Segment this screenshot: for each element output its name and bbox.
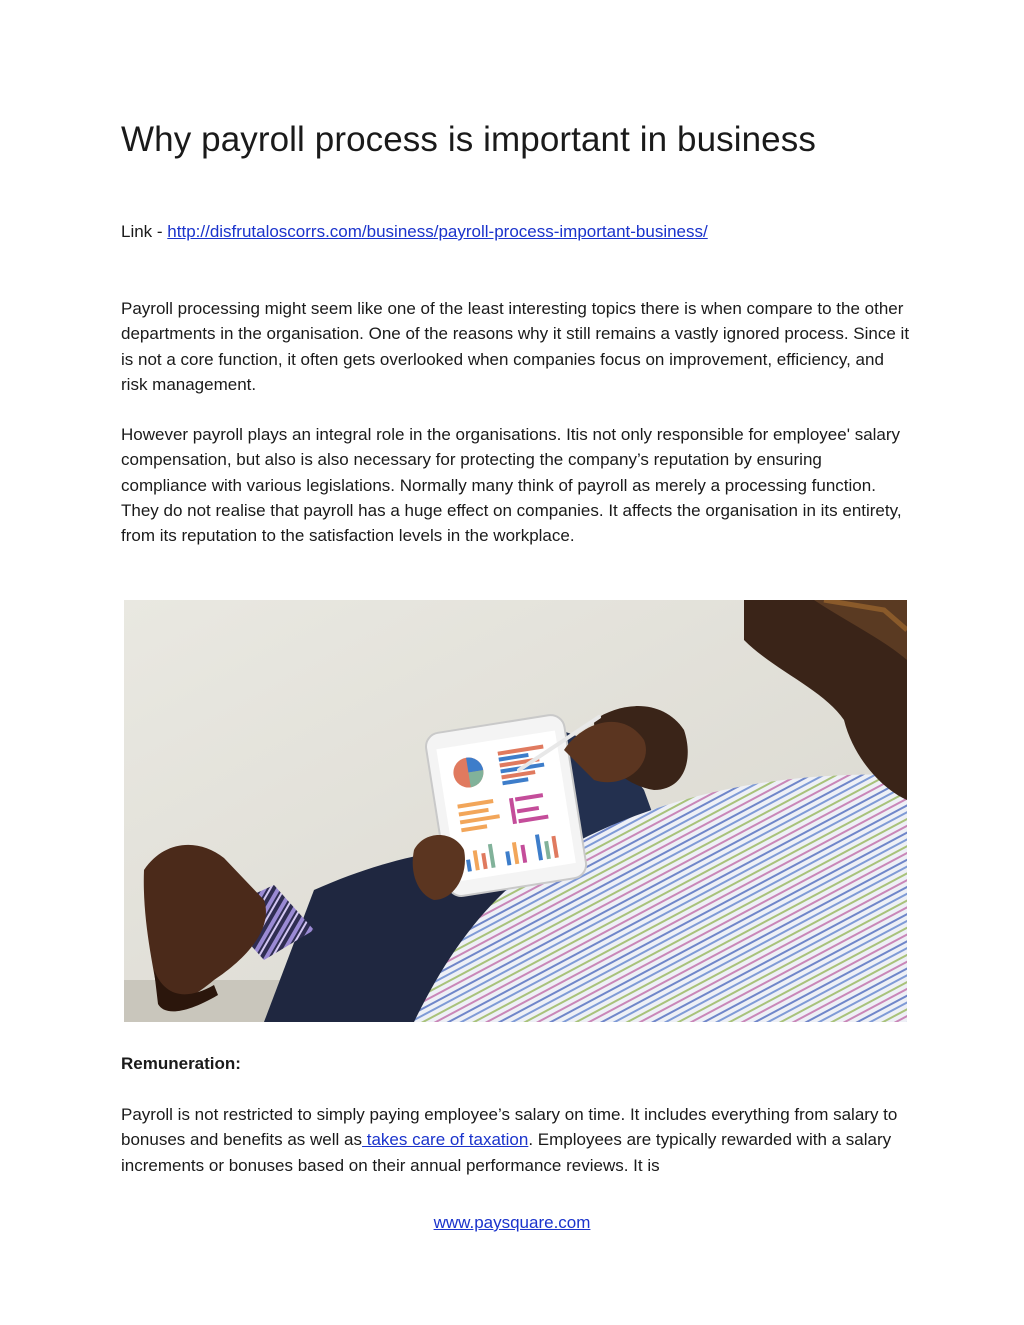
payroll-role-paragraph: However payroll plays an integral role in the organisations. Itis not only responsible for employee' salary compensation, but also is also necessary for protecting the company’s reputation by ensuring compliance with various legislations. Normally many think of payroll as merely a processing function. They do not realise that payroll has a huge effect on companies. It affects the organisation in its entirety, from its reputation to the satisfaction levels in the workplace. bbox=[121, 425, 902, 546]
remuneration-paragraph bbox=[121, 1102, 911, 1178]
remuneration-text-before: Payroll is not restricted to simply paying employee’s salary on time. It includes everything from salary to bonuses and benefits as well as bbox=[121, 1105, 898, 1150]
footer-website-link[interactable]: www.paysquare.com bbox=[433, 1213, 591, 1232]
taxation-link[interactable]: takes care of taxation bbox=[362, 1130, 529, 1150]
article-photo bbox=[124, 600, 907, 1022]
footer bbox=[0, 1213, 1024, 1233]
section-heading bbox=[121, 1054, 241, 1074]
section-heading-text: Remuneration bbox=[121, 1054, 236, 1073]
section-heading-colon: : bbox=[235, 1054, 241, 1073]
link-prefix: Link - bbox=[121, 222, 168, 241]
source-link[interactable]: http://disfrutaloscorrs.com/business/payroll-process-important-business/ bbox=[167, 222, 708, 241]
remuneration-text-after: . Employees are typically rewarded with a salary increments or bonuses based on their annual performance reviews. It is bbox=[121, 1130, 892, 1175]
page-title: Why payroll process is important in business bbox=[121, 120, 816, 159]
source-link-line bbox=[121, 222, 708, 242]
intro-paragraph: Payroll processing might seem like one of the least interesting topics there is when compare to the other departments in the organisation. One of the reasons why it still remains a vastly ignored process. Since it is not a core function, it often gets overlooked when companies focus on improvement, efficiency, and risk management. bbox=[121, 299, 910, 394]
